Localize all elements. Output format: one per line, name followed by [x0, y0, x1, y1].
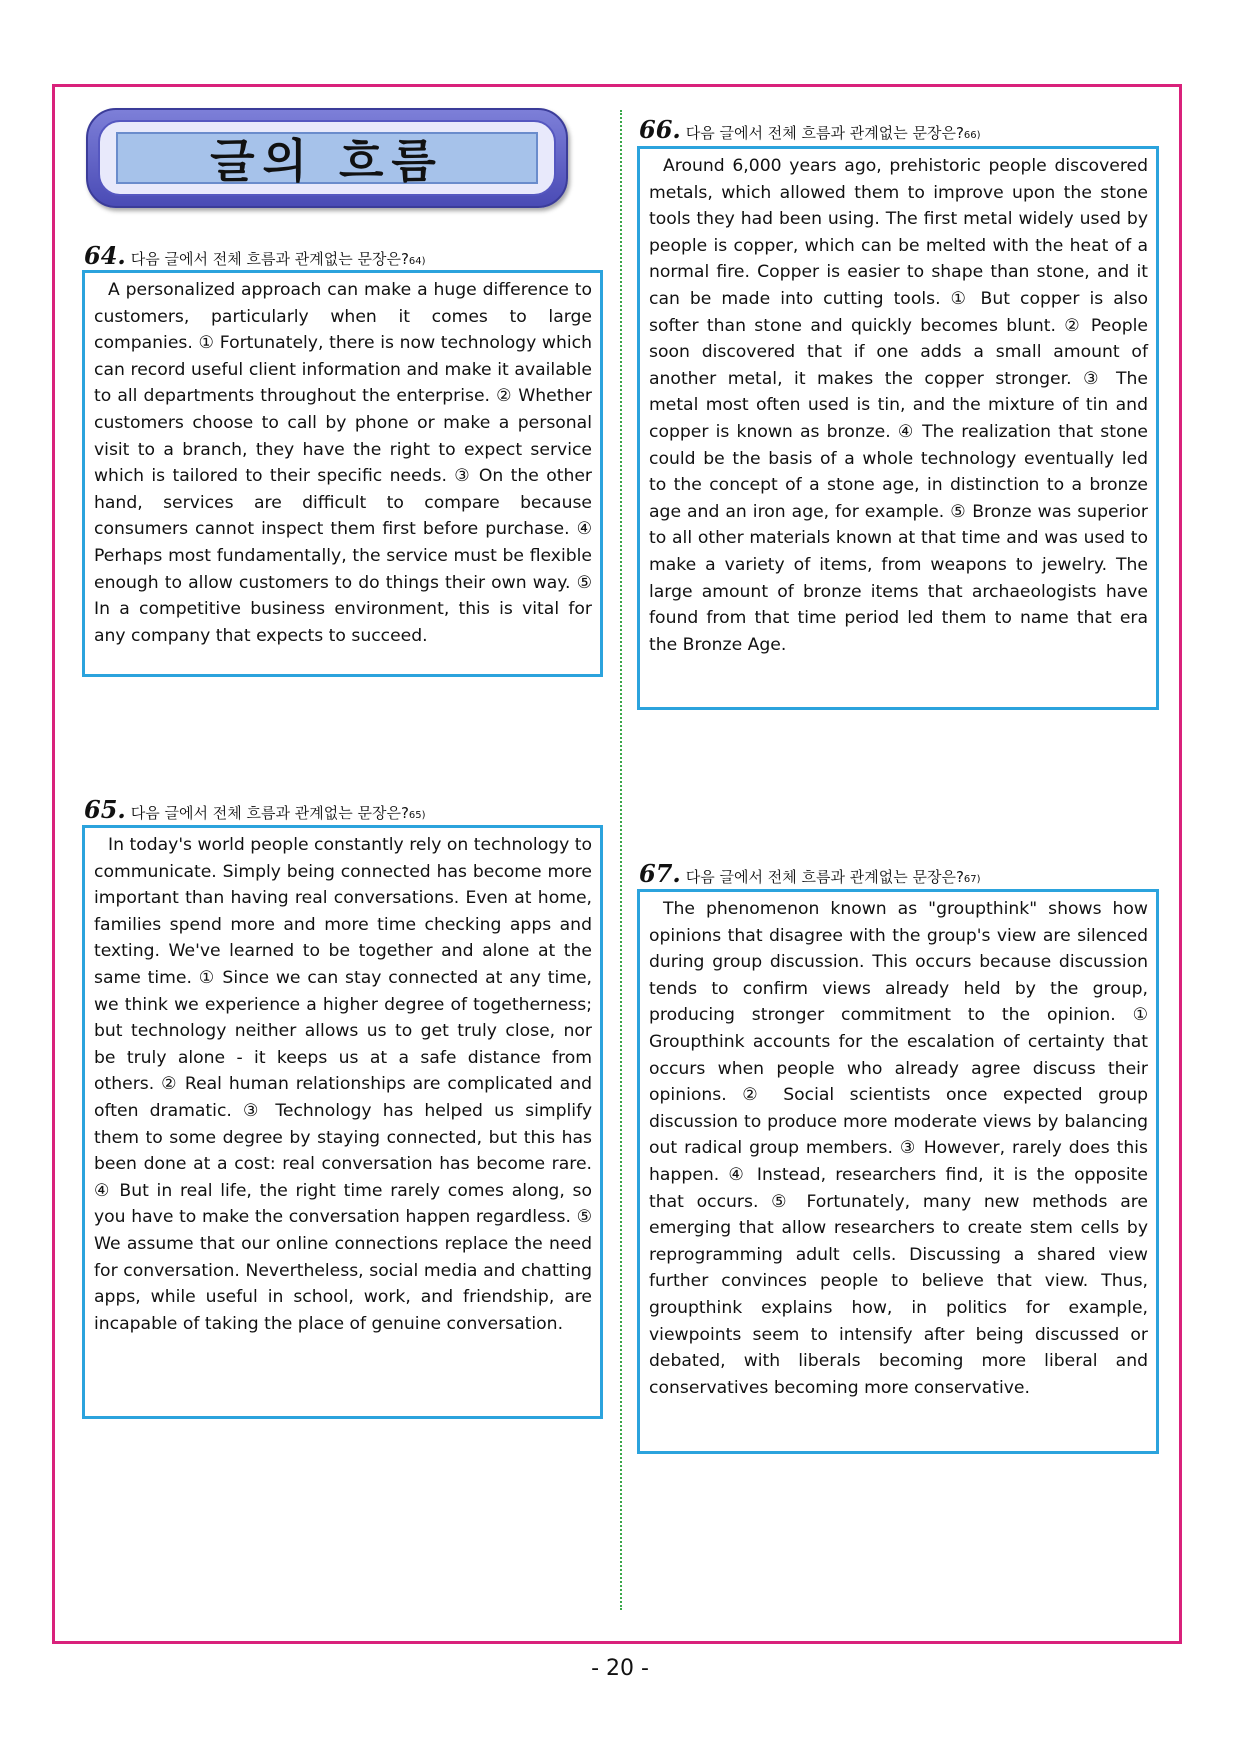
question-prompt: 다음 글에서 전체 흐름과 관계없는 문장은?	[130, 250, 409, 268]
question-footnote-ref: 64)	[408, 256, 426, 267]
question-footnote-ref: 65)	[408, 810, 426, 821]
question-64-header	[84, 241, 426, 270]
question-64-passage: A personalized approach can make a huge difference to customers, particularly when it comes to large companies. ① Fortunately, there is now technology which can record useful client information and make it available to all departments throughout the enterprise. ② Whether customers choose to call by phone or make a personal visit to a branch, they have the right to expect service which is tailored to their specific needs. ③ On the other hand, services are difficult to compare because consumers cannot inspect them first before purchase. ④ Perhaps most fundamentally, the service must be flexible enough to allow customers to do things their own way. ⑤ In a competitive business environment, this is vital for any company that expects to succeed.	[82, 270, 603, 677]
page-number: - 20 -	[591, 1656, 649, 1681]
section-title-banner	[86, 108, 568, 208]
question-67-passage: The phenomenon known as "groupthink" shows how opinions that disagree with the group's view are silenced during group discussion. This occurs because discussion tends to confirm views already held by the group, producing stronger commitment to the opinion. ① Groupthink accounts for the escalation of certainty that occurs when people who already agree discuss their opinions. ② Social scientists once expected group discussion to produce more moderate views by balancing out radical group members. ③ However, rarely does this happen. ④ Instead, researchers find, it is the opposite that occurs. ⑤ Fortunately, many new methods are emerging that allow researchers to create stem cells by reprogramming adult cells. Discussing a shared view further convinces people to believe that view. Thus, groupthink explains how, in politics for example, viewpoints seem to intensify after being discussed or debated, with liberals becoming more liberal and conservatives becoming more conservative.	[637, 889, 1159, 1454]
question-number: 64.	[84, 241, 126, 270]
question-footnote-ref: 66)	[963, 130, 981, 141]
question-65-header	[84, 795, 426, 824]
question-footnote-ref: 67)	[963, 874, 981, 885]
question-67-header	[639, 859, 981, 888]
question-65-passage: In today's world people constantly rely on technology to communicate. Simply being connected has become more important than having real conversations. Even at home, families spend more and more time checking apps and texting. We've learned to be together and alone at the same time. ① Since we can stay connected at any time, we think we experience a higher degree of togetherness; but technology neither allows us to get truly close, nor be truly alone - it keeps us at a safe distance from others. ② Real human relationships are complicated and often dramatic. ③ Technology has helped us simplify them to some degree by staying connected, but this has been done at a cost: real conversation has become rare. ④ But in real life, the right time rarely comes along, so you have to make the conversation happen regardless. ⑤ We assume that our online connections replace the need for conversation. Nevertheless, social media and chatting apps, while useful in school, work, and friendship, are incapable of taking the place of genuine conversation.	[82, 825, 603, 1419]
question-prompt: 다음 글에서 전체 흐름과 관계없는 문장은?	[685, 124, 964, 142]
question-prompt: 다음 글에서 전체 흐름과 관계없는 문장은?	[130, 804, 409, 822]
section-title: 글의 흐름	[210, 134, 444, 188]
question-prompt: 다음 글에서 전체 흐름과 관계없는 문장은?	[685, 868, 964, 886]
question-number: 67.	[639, 859, 681, 888]
section-title-core	[116, 132, 538, 188]
question-number: 66.	[639, 115, 681, 144]
question-66-header	[639, 115, 981, 144]
column-divider	[620, 110, 622, 1610]
question-66-passage: Around 6,000 years ago, prehistoric people discovered metals, which allowed them to improve upon the stone tools they had been using. The first metal widely used by people is copper, which can be melted with the heat of a normal fire. Copper is easier to shape than stone, and it can be made into cutting tools. ① But copper is also softer than stone and quickly becomes blunt. ② People soon discovered that if one adds a small amount of another metal, it makes the copper stronger. ③ The metal most often used is tin, and the mixture of tin and copper is known as bronze. ④ The realization that stone could be the basis of a whole technology eventually led to the concept of a stone age, in distinction to a bronze age and an iron age, for example. ⑤ Bronze was superior to all other materials known at that time and was used to make a variety of items, from weapons to jewelry. The large amount of bronze items that archaeologists have found from that time period led them to name that era the Bronze Age.	[637, 146, 1159, 710]
section-title-inner	[98, 120, 556, 196]
question-number: 65.	[84, 795, 126, 824]
